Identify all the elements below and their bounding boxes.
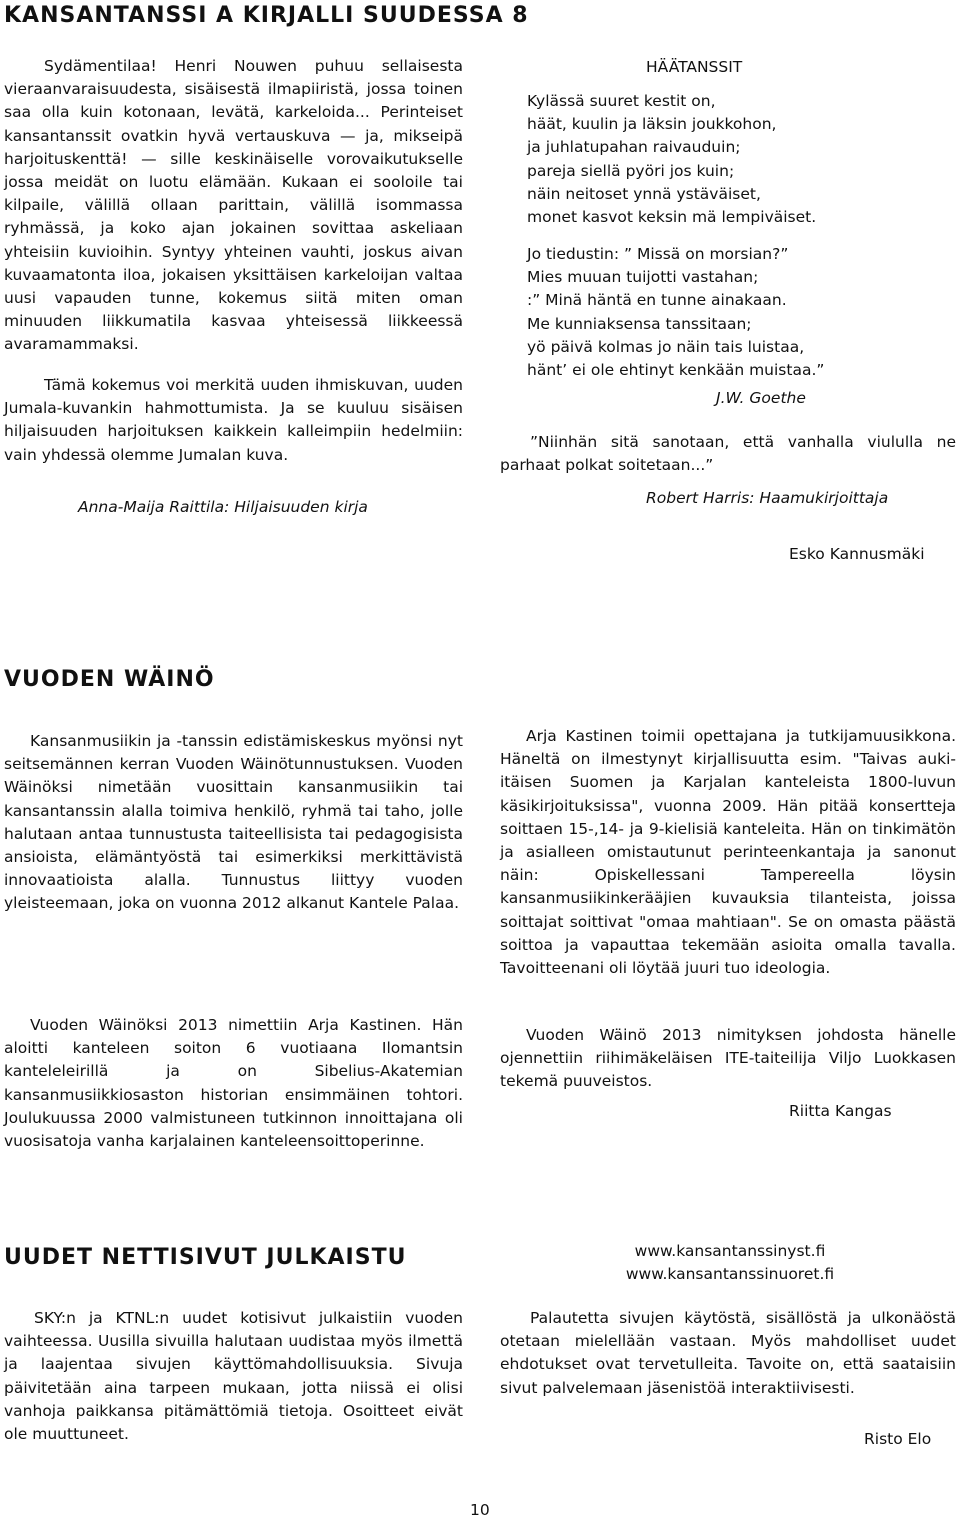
poem-title: HÄÄTANSSIT: [646, 58, 743, 76]
section-heading-vuoden-waino: VUODEN WÄINÖ: [4, 667, 215, 692]
poem-line: yö päivä kolmas jo näin tais luistaa,: [527, 337, 805, 356]
signature: Esko Kannusmäki: [789, 545, 925, 563]
poem-stanza: [527, 243, 824, 382]
paragraph: Sydämentilaa! Henri Nouwen puhuu sellaisesta vieraanvaraisuudesta, sisäisestä ilmapiiristä, jossa toinen saa olla kuin kotonaan, levätä, karkeloida... Perinteiset kansantanssit ovatkin hyvä vertauskuva — ja, mikseipä harjoituskenttä! — sille keskinäiselle vorovaikutukselle jossa meidät on luotu elämään. Kukaan ei sooloile tai kilpaile, välillä ollaan parittain, välillä isommassa ryhmässä, ja koko ajan jokainen sovittaa askeliaan yhteisiin kuvioihin. Syntyy yhteinen vauhti, joskus aivan kuvaamatonta iloa, jokaisen yksittäisen karkeloijan valtaa uusi vapauden tunne, kokemus siitä miten oman minuuden liikkumatila kasvaa yhteisessä liikkeessä avaramammaksi.: [4, 57, 463, 354]
url-link[interactable]: www.kansantanssinyst.fi: [634, 1242, 826, 1260]
quote: ”Niinhän sitä sanotaan, että vanhalla viululla ne parhaat polkat soitetaan...”: [500, 433, 956, 475]
quote-source: Robert Harris: Haamukirjoittaja: [646, 489, 889, 507]
url-link[interactable]: www.kansantanssinuoret.fi: [625, 1265, 835, 1284]
poem-line: Me kunniaksensa tanssitaan;: [527, 314, 752, 333]
poem-author: J.W. Goethe: [716, 389, 806, 407]
url-list: [560, 1240, 900, 1286]
poem-stanza: [527, 90, 816, 229]
poem-line: näin neitoset ynnä ystäväiset,: [527, 184, 761, 203]
paragraph: SKY:n ja KTNL:n uudet kotisivut julkaistiin vuoden vaihteessa. Uusilla sivuilla halutaan uudistaa myös ilmettä ja laajentaa sivujen käyttömahdollisuuksia. Sivuja päivitetään aina tarpeen mukaan, jotta niissä ei olisi vanhoja paikkansa pitämättömiä tietoja. Osoitteet eivät ole muuttuneet.: [4, 1309, 463, 1444]
paragraph: Kansanmusiikin ja -tanssin edistämiskeskus myönsi nyt seitsemännen kerran Vuoden Wäinötunnustuksen. Vuoden Wäinöksi nimetään vuosittain kansanmusiikin tai kansantanssin alalla toimiva henkilö, ryhmä tai taho, jolle halutaan antaa tunnustusta taiteellisista tai pedagogisista ansioista, elämäntyöstä tai esimerkiksi merkittävistä innovaatioista alalla. Tunnustus liittyy vuoden yleisteemaan, joka on vuonna 2012 alkanut Kantele Palaa.: [4, 732, 463, 913]
poem-line: Kylässä suuret kestit on,: [527, 92, 716, 110]
poem-line: ja juhlatupahan raivauduin;: [527, 138, 741, 157]
signature: Risto Elo: [864, 1430, 932, 1448]
poem-line: Jo tiedustin: ” Missä on morsian?”: [527, 245, 789, 263]
section-heading-kansantanssi: KANSANTANSSI A KIRJALLI SUUDESSA 8: [4, 3, 529, 28]
paragraph: Arja Kastinen toimii opettajana ja tutkijamuusikkona. Häneltä on ilmestynyt kirjallisuutta esim. "Taivas auki- itäisen Suomen ja Karjalan kanteleista 1800-luvun käsikirjoituksissa", vuonna 2009. Hän pitää konsertteja soittaen 15-,14- ja 9-kielisiä kanteleita. Hän on tinkimätön ja asialleen omistautunut perinteenkantaja ja sanonut näin: Opiskellessani Tampereella löysin kansanmusiikinkerääjien kuvauksia tilanteista, joissa soittajat soittivat "omaa mahtiaan". Se on omasta päästä soittoa ja vapauttaa tekemään asioita omalla tavalla. Tavoitteenani oli löytää juuri tuo ideologia.: [500, 727, 956, 978]
signature: Riitta Kangas: [789, 1102, 892, 1120]
poem-line: pareja siellä pyöri jos kuin;: [527, 161, 735, 180]
paragraph: Vuoden Wäinö 2013 nimityksen johdosta hänelle ojennettiin riihimäkeläisen ITE-taiteilija Viljo Luokkasen tekemä puuveistos.: [500, 1026, 956, 1091]
paragraph: Palautetta sivujen käytöstä, sisällöstä ja ulkonäöstä otetaan mielellään vastaan. Myös mahdolliset uudet ehdotukset ovat tervetulleita. Tavoite on, että saataisiin sivut palvelemaan jäsenistöä interaktiivisesti.: [500, 1309, 956, 1397]
source-citation: Anna-Maija Raittila: Hiljaisuuden kirja: [78, 498, 368, 516]
poem-line: Mies muuan tuijotti vastahan;: [527, 268, 759, 287]
page-number: 10: [470, 1501, 490, 1519]
section-heading-nettisivut: UUDET NETTISIVUT JULKAISTU: [4, 1245, 407, 1270]
poem-line: häät, kuulin ja läksin joukkohon,: [527, 115, 777, 134]
poem-line: monet kasvot keksin mä lempiväiset.: [527, 208, 817, 227]
paragraph: Vuoden Wäinöksi 2013 nimettiin Arja Kastinen. Hän aloitti kanteleen soiton 6 vuotiaana Ilomantsin kanteleleirillä ja on Sibelius-Akatemian kansanmusiikkiosaston historian ensimmäinen tohtori. Joulukuussa 2000 valmistuneen tutkinnon innoittajana oli vuosisatoja vanha karjalainen kanteleensoittoperinne.: [4, 1016, 463, 1151]
poem-line: :” Minä häntä en tunne ainakaan.: [527, 291, 787, 310]
poem-line: hänt’ ei ole ehtinyt kenkään muistaa.”: [527, 361, 825, 380]
paragraph: Tämä kokemus voi merkitä uuden ihmiskuvan, uuden Jumala-kuvankin hahmottumista. Ja se kuuluu sisäisen hiljaisuuden harjoituksen kaikkein kalleimpiin hedelmiin: vain yhdessä olemme Jumalan kuva.: [4, 376, 463, 464]
